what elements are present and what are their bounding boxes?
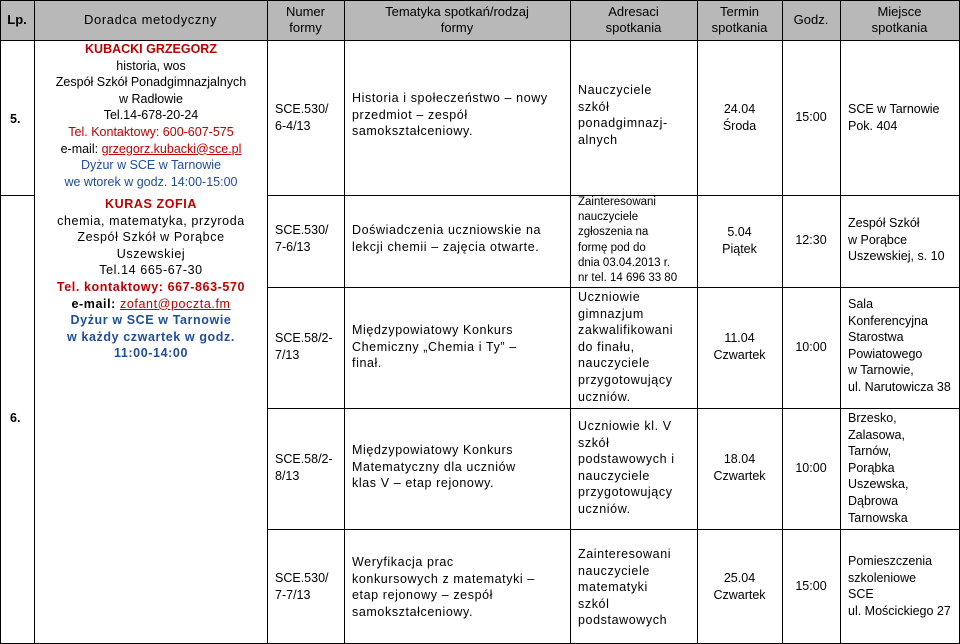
date: 24.04 Środa bbox=[722, 102, 757, 133]
advisor-name: KUBACKI GRZEGORZ bbox=[85, 42, 217, 56]
row-number-6: 6. bbox=[10, 411, 21, 425]
email-link[interactable]: zofant@poczta.fm bbox=[120, 296, 231, 311]
header-lp: Lp. bbox=[7, 12, 27, 27]
advisor-kubacki: KUBACKI GRZEGORZ historia, wos Zespół Szkół Ponadgimnazjalnych w Radłowie Tel.14-678-20-24 Tel. Kontaktowy: 600-607-575 e-mail: grzegorz.kubacki@sce.pl Dyżur w SCE w Tarnowie we wtorek w godz. 14:00-15:00 bbox=[35, 41, 267, 190]
place: SCE w Tarnowie Pok. 404 bbox=[848, 102, 940, 133]
place: Brzesko, Zalasowa, Tarnów, Porąbka Uszewska, Dąbrowa Tarnowska bbox=[848, 411, 909, 525]
topic: Międzypowiatowy Konkurs Chemiczny „Chemia i Ty” – finał. bbox=[352, 323, 517, 371]
header-form-number: Numer formy bbox=[285, 4, 325, 35]
place: Sala Konferencyjna Starostwa Powiatowego w Tarnowie, ul. Narutowicza 38 bbox=[848, 297, 951, 394]
email-link[interactable]: grzegorz.kubacki@sce.pl bbox=[101, 141, 242, 156]
place: Zespół Szkół w Porąbce Uszewskiej, s. 10 bbox=[848, 216, 945, 264]
header-hour: Godz. bbox=[793, 12, 829, 27]
audience: Zainteresowani nauczyciele matematyki szkól podstawowych bbox=[578, 547, 672, 628]
advisor-name: KURAS ZOFIA bbox=[104, 197, 197, 211]
date: 11.04 Czwartek bbox=[713, 331, 766, 362]
audience: Nauczyciele szkół ponadgimnazj- alnych bbox=[578, 83, 668, 147]
place: Pomieszczenia szkoleniowe SCE ul. Mościckiego 27 bbox=[848, 554, 951, 618]
date: 25.04 Czwartek bbox=[713, 571, 766, 602]
audience: Uczniowie kl. V szkół podstawowych i nauczyciele przygotowujący uczniów. bbox=[578, 419, 675, 516]
hour: 12:30 bbox=[795, 233, 827, 247]
header-topic: Tematyka spotkań/rodzaj formy bbox=[385, 4, 529, 35]
audience: Zainteresowani nauczyciele zgłoszenia na formę pod do dnia 03.04.2013 r. nr tel. 14 696 33 80 bbox=[578, 196, 678, 285]
hour: 10:00 bbox=[795, 340, 827, 354]
row-number-5: 5. bbox=[10, 112, 21, 126]
topic: Doświadczenia uczniowskie na lekcji chemii – zajęcia otwarte. bbox=[352, 223, 542, 254]
hour: 10:00 bbox=[795, 461, 827, 475]
hour: 15:00 bbox=[795, 579, 827, 593]
form-number: SCE.58/2- 7/13 bbox=[275, 331, 333, 362]
header-advisor: Doradca metodyczny bbox=[84, 12, 217, 27]
audience: Uczniowie gimnazjum zakwalifikowani do finału, nauczyciele przygotowujący uczniów. bbox=[578, 290, 674, 404]
topic: Międzypowiatowy Konkurs Matematyczny dla uczniów klas V – etap rejonowy. bbox=[352, 443, 516, 491]
form-number: SCE.530/ 7-7/13 bbox=[275, 571, 329, 602]
header-audience: Adresaci spotkania bbox=[605, 4, 662, 35]
topic: Historia i społeczeństwo – nowy przedmiot – zespół samokształceniowy. bbox=[352, 91, 548, 139]
form-number: SCE.530/ 7-6/13 bbox=[275, 223, 329, 254]
header-date: Termin spotkania bbox=[711, 4, 768, 35]
hour: 15:00 bbox=[795, 110, 827, 124]
date: 18.04 Czwartek bbox=[713, 452, 766, 483]
date: 5.04 Piątek bbox=[722, 225, 757, 256]
header-place: Miejsce spotkania bbox=[871, 4, 928, 35]
form-number: SCE.530/ 6-4/13 bbox=[275, 102, 329, 133]
form-number: SCE.58/2- 8/13 bbox=[275, 452, 333, 483]
advisor-kuras: KURAS ZOFIA chemia, matematyka, przyroda Zespół Szkół w Porąbce Uszewskiej Tel.14 665-67-30 Tel. kontaktowy: 667-863-570 e-mail: zofant@poczta.fm Dyżur w SCE w Tarnowie w każdy czwartek w godz. 11:00-14:00 bbox=[35, 196, 267, 362]
topic: Weryfikacja prac konkursowych z matematyki – etap rejonowy – zespół samokształceniowy. bbox=[352, 555, 535, 619]
